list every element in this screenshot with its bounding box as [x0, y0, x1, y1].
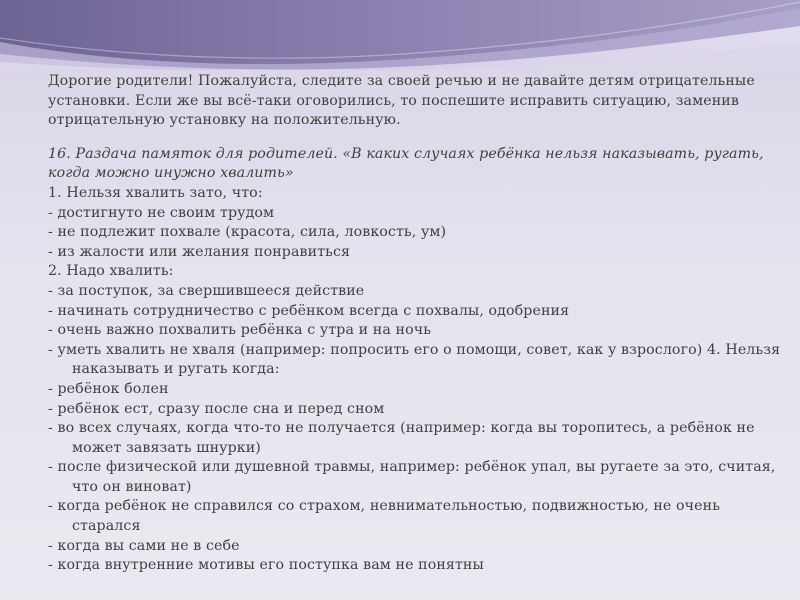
list-item: - во всех случаях, когда что-то не получается (например: когда вы торопитесь, а ребёнок не может завязать шнурки) — [48, 420, 755, 456]
wave-graphic — [0, 0, 800, 70]
section-title: 16. Раздача памяток для родителей. «В каких случаях ребёнка нельзя наказывать, ругать, когда можно инужно хвалить» — [48, 145, 764, 182]
list-item: - когда вы сами не в себе — [48, 537, 240, 554]
spacer — [48, 131, 788, 145]
list-item: - когда ребёнок не справился со страхом, невнимательностью, подвижностью, не очень старался — [48, 498, 721, 535]
list-item: - очень важно похвалить ребёнка с утра и на ночь — [48, 322, 432, 339]
list-item: - за поступок, за свершившееся действие — [48, 282, 365, 299]
list-item: - из жалости или желания понравиться — [48, 243, 351, 260]
list-heading-1: 1. Нельзя хвалить зато, что: — [48, 184, 263, 201]
list-item: - ребёнок ест, сразу после сна и перед сном — [48, 400, 385, 417]
slide-content — [48, 72, 788, 576]
list-item: - после физической или душевной травмы, например: ребёнок упал, вы ругаете за это, считая, что он виноват) — [48, 459, 776, 495]
list-item-with-heading: - уметь хвалить не хваля (например: попросить его о помощи, совет, как у взрослого) 4. Нельзя наказывать и ругать когда: — [48, 341, 781, 378]
list-item: - достигнуто не своим трудом — [48, 204, 275, 221]
list-item: - не подлежит похвале (красота, сила, ловкость, ум) — [48, 224, 447, 241]
list-item: - ребёнок болен — [48, 380, 169, 397]
intro-paragraph: Дорогие родители! Пожалуйста, следите за своей речью и не давайте детям отрицательные установки. Если же вы всё-таки оговорились, то поспешите исправить ситуацию, заменив отрицательную установку на положительную. — [48, 73, 755, 129]
list-heading-2: 2. Надо хвалить: — [48, 263, 174, 280]
list-item: - начинать сотрудничество с ребёнком всегда с похвалы, одобрения — [48, 302, 570, 319]
list-item: - когда внутренние мотивы его поступка вам не понятны — [48, 557, 484, 574]
decorative-wave-header — [0, 0, 800, 70]
